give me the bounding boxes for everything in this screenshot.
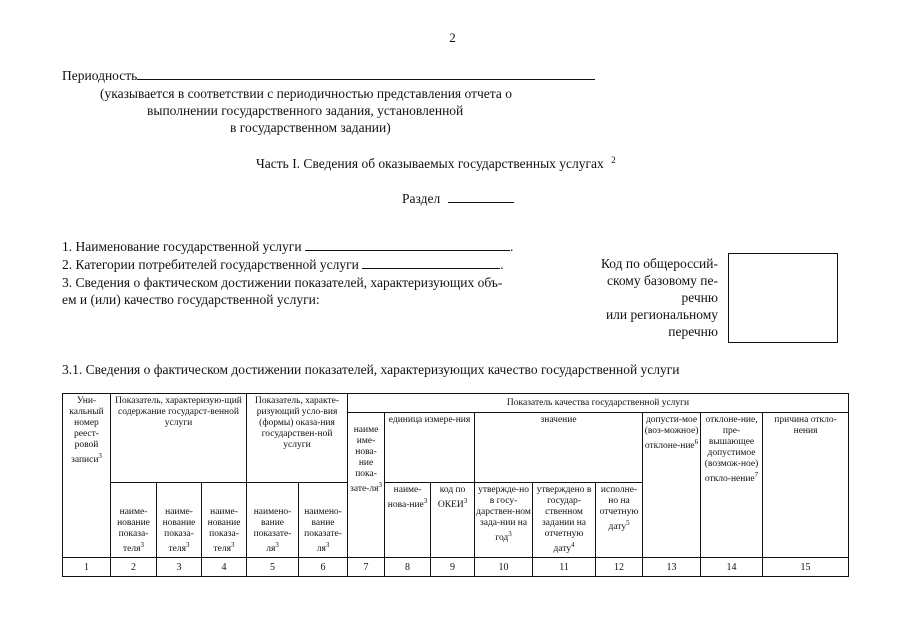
code-box[interactable]	[728, 253, 838, 343]
header-exceeding-deviation-text: отклоне-ние, пре-вышающее допустимое (возмож-ное) откло-нение	[704, 415, 759, 485]
header-indicator-name-text: наиме име-нова-ние пока-зате-ля	[350, 425, 379, 495]
column-number: 5	[247, 558, 299, 577]
code-label-line-3: речню	[681, 290, 718, 305]
header-reason: причина откло-нения	[763, 413, 849, 558]
periodicity-note-1: (указывается в соответствии с периодичностью представления отчета о	[100, 86, 512, 101]
column-number: 8	[385, 558, 431, 577]
header-approved-report-date	[533, 483, 596, 558]
header-content-indicator: Показатель, характеризую-щий содержание государст-венной услуги	[111, 394, 247, 483]
column-number: 10	[475, 558, 533, 577]
header-unit: единица измере-ния	[385, 413, 475, 483]
page-number: 2	[449, 30, 456, 45]
footnote-4: 4	[571, 541, 575, 549]
periodicity-note-2: выполнении государственного задания, установленной	[147, 103, 464, 118]
header-allowed-deviation-text: допусти-мое (воз-можное) отклоне-ние	[644, 415, 699, 452]
footnote-5: 5	[626, 519, 630, 527]
column-number: 6	[299, 558, 348, 577]
section-label: Раздел	[402, 191, 441, 206]
header-executed	[596, 483, 643, 558]
column-number: 7	[348, 558, 385, 577]
header-unit-name-text: наиме-нова-ние	[387, 485, 424, 511]
item-1-label: 1. Наименование государственной услуги	[62, 239, 302, 254]
header-form-name-2	[299, 483, 348, 558]
header-okei-code-text: код по ОКЕИ	[437, 485, 466, 511]
column-number: 4	[202, 558, 247, 577]
header-approved-year-text: утвержде-но в госу-дарствен-ном зада-нии на год	[476, 485, 531, 544]
column-number: 11	[533, 558, 596, 577]
header-form-indicator: Показатель, характе-ризующий усло-вия (формы) оказа-ния государствен-ной услуги	[247, 394, 348, 483]
item-2-blank	[362, 256, 500, 269]
footnote-3: 3	[231, 541, 235, 549]
footnote-3: 3	[423, 497, 428, 505]
header-content-name-1-text: наиме-нование показа-теля	[117, 507, 150, 555]
code-label-line-4: или региональному	[605, 307, 718, 322]
footnote-3: 3	[325, 541, 330, 549]
header-okei-code	[431, 483, 475, 558]
column-number: 3	[157, 558, 202, 577]
header-content-name-3-text: наиме-нование показа-теля	[207, 507, 241, 555]
column-number: 1	[63, 558, 111, 577]
code-label	[560, 255, 718, 340]
periodicity-label: Периодность	[62, 68, 138, 83]
column-number: 13	[643, 558, 701, 577]
section-blank	[448, 190, 514, 203]
quality-indicators-table	[62, 393, 849, 577]
header-allowed-deviation	[643, 413, 701, 558]
code-label-line-2: скому базовому пе-	[606, 273, 718, 288]
header-unit-name	[385, 483, 431, 558]
code-label-line-5: перечню	[668, 324, 718, 339]
header-form-name-2-text: наимено-вание показате-ля	[304, 507, 342, 555]
header-form-name-1	[247, 483, 299, 558]
header-content-name-2-text: наиме-нование показа-теля	[162, 507, 196, 555]
footnote-3: 3	[185, 541, 190, 549]
footnote-3: 3	[98, 452, 102, 460]
subsection-title: 3.1. Сведения о фактическом достижении показателей, характеризующих качество государственной услуги	[62, 362, 680, 377]
part-title-row	[256, 155, 616, 172]
footnote-3: 3	[508, 530, 512, 538]
part-footnote: 2	[611, 155, 616, 165]
header-quality-indicator: Показатель качества государственной услуги	[348, 394, 849, 413]
footnote-3: 3	[275, 541, 279, 549]
item-3-line-1: 3. Сведения о фактическом достижении показателей, характеризующих объ-	[62, 275, 503, 290]
header-executed-text: исполне-но на отчетную дату	[599, 485, 639, 533]
footnote-3: 3	[378, 481, 382, 489]
footnote-3: 3	[140, 541, 144, 549]
header-form-name-1-text: наимено-вание показате-ля	[253, 507, 292, 555]
section-row	[402, 190, 514, 207]
item-2-row: 2. Категории потребителей государственной услуги .	[62, 257, 504, 272]
header-content-name-3	[202, 483, 247, 558]
header-content-name-1	[111, 483, 157, 558]
column-number: 9	[431, 558, 475, 577]
header-unique-record-text: Уни-кальный номер реест-ровой записи	[69, 396, 104, 466]
item-1-blank	[305, 238, 510, 251]
column-number: 14	[701, 558, 763, 577]
code-label-line-1: Код по общероссий-	[600, 256, 718, 271]
item-2-label: 2. Категории потребителей государственной услуги	[62, 257, 359, 272]
header-exceeding-deviation	[701, 413, 763, 558]
column-numbers-row	[63, 558, 849, 577]
header-content-name-2	[157, 483, 202, 558]
header-approved-year	[475, 483, 533, 558]
header-unique-record	[63, 394, 111, 558]
footnote-3: 3	[463, 497, 468, 505]
header-indicator-name	[348, 413, 385, 558]
footnote-7: 7	[754, 471, 759, 479]
periodicity-blank	[137, 67, 595, 80]
item-1-row: 1. Наименование государственной услуги .	[62, 239, 514, 254]
header-value: значение	[475, 413, 643, 483]
column-number: 2	[111, 558, 157, 577]
part-title: Часть I. Сведения об оказываемых государственных услугах	[256, 156, 604, 171]
header-approved-report-date-text: утверждено в государ-ственном задании на отчетную дату	[536, 485, 592, 555]
periodicity-row	[62, 67, 595, 84]
column-number: 12	[596, 558, 643, 577]
periodicity-note-3: в государственном задании)	[230, 120, 391, 135]
footnote-6: 6	[694, 438, 699, 446]
item-3-line-2: ем и (или) качество государственной услуги:	[62, 292, 320, 307]
column-number: 15	[763, 558, 849, 577]
